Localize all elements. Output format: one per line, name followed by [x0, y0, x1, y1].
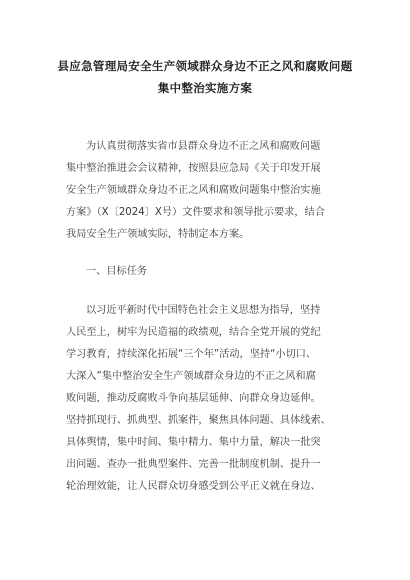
goals-line: 具体舆情，集中时间、集中精力、集中力量，解决一批突 — [66, 437, 321, 448]
goals-line: 学习教育，持续深化拓展“三个年”活动，坚持“小切口、 — [66, 349, 317, 360]
goals-line: 大深入”集中整治安全生产领域群众身边的不正之风和腐 — [66, 371, 316, 382]
intro-line: 安全生产领域群众身边不正之风和腐败问题集中整治实施 — [66, 185, 321, 196]
goals-line: 坚持抓现行、抓典型、抓案件，聚焦具体问题、具体线索、 — [66, 415, 331, 426]
intro-line: 方案》（X〔2024〕X号）文件要求和领导批示要求，结合 — [66, 207, 325, 218]
section-heading-goals: 一、目标任务 — [86, 266, 148, 277]
goals-line: 人民至上，树牢为民造福的政绩观，结合全党开展的党纪 — [66, 327, 321, 338]
intro-line: 为认真贯彻落实省市县群众身边不正之风和腐败问题 — [86, 141, 321, 152]
goals-paragraph — [66, 300, 348, 498]
intro-paragraph — [66, 136, 348, 246]
goals-line: 败问题，推动反腐败斗争向基层延伸、向群众身边延伸。 — [66, 393, 321, 404]
intro-line: 集中整治推进会会议精神，按照县应急局《关于印发开展 — [66, 163, 321, 174]
goals-line: 以习近平新时代中国特色社会主义思想为指导，坚持 — [86, 305, 321, 316]
intro-line: 我局安全生产领域实际，特制定本方案。 — [66, 229, 250, 240]
goals-line: 出问题、查办一批典型案件、完善一批制度机制、提升一 — [66, 459, 321, 470]
document-title-line-2: 集中整治实施方案 — [157, 81, 253, 95]
goals-line: 轮治理效能，让人民群众切身感受到公平正义就在身边、 — [66, 481, 321, 492]
document-title-line-1: 县应急管理局安全生产领域群众身边不正之风和腐败问题 — [57, 59, 353, 73]
